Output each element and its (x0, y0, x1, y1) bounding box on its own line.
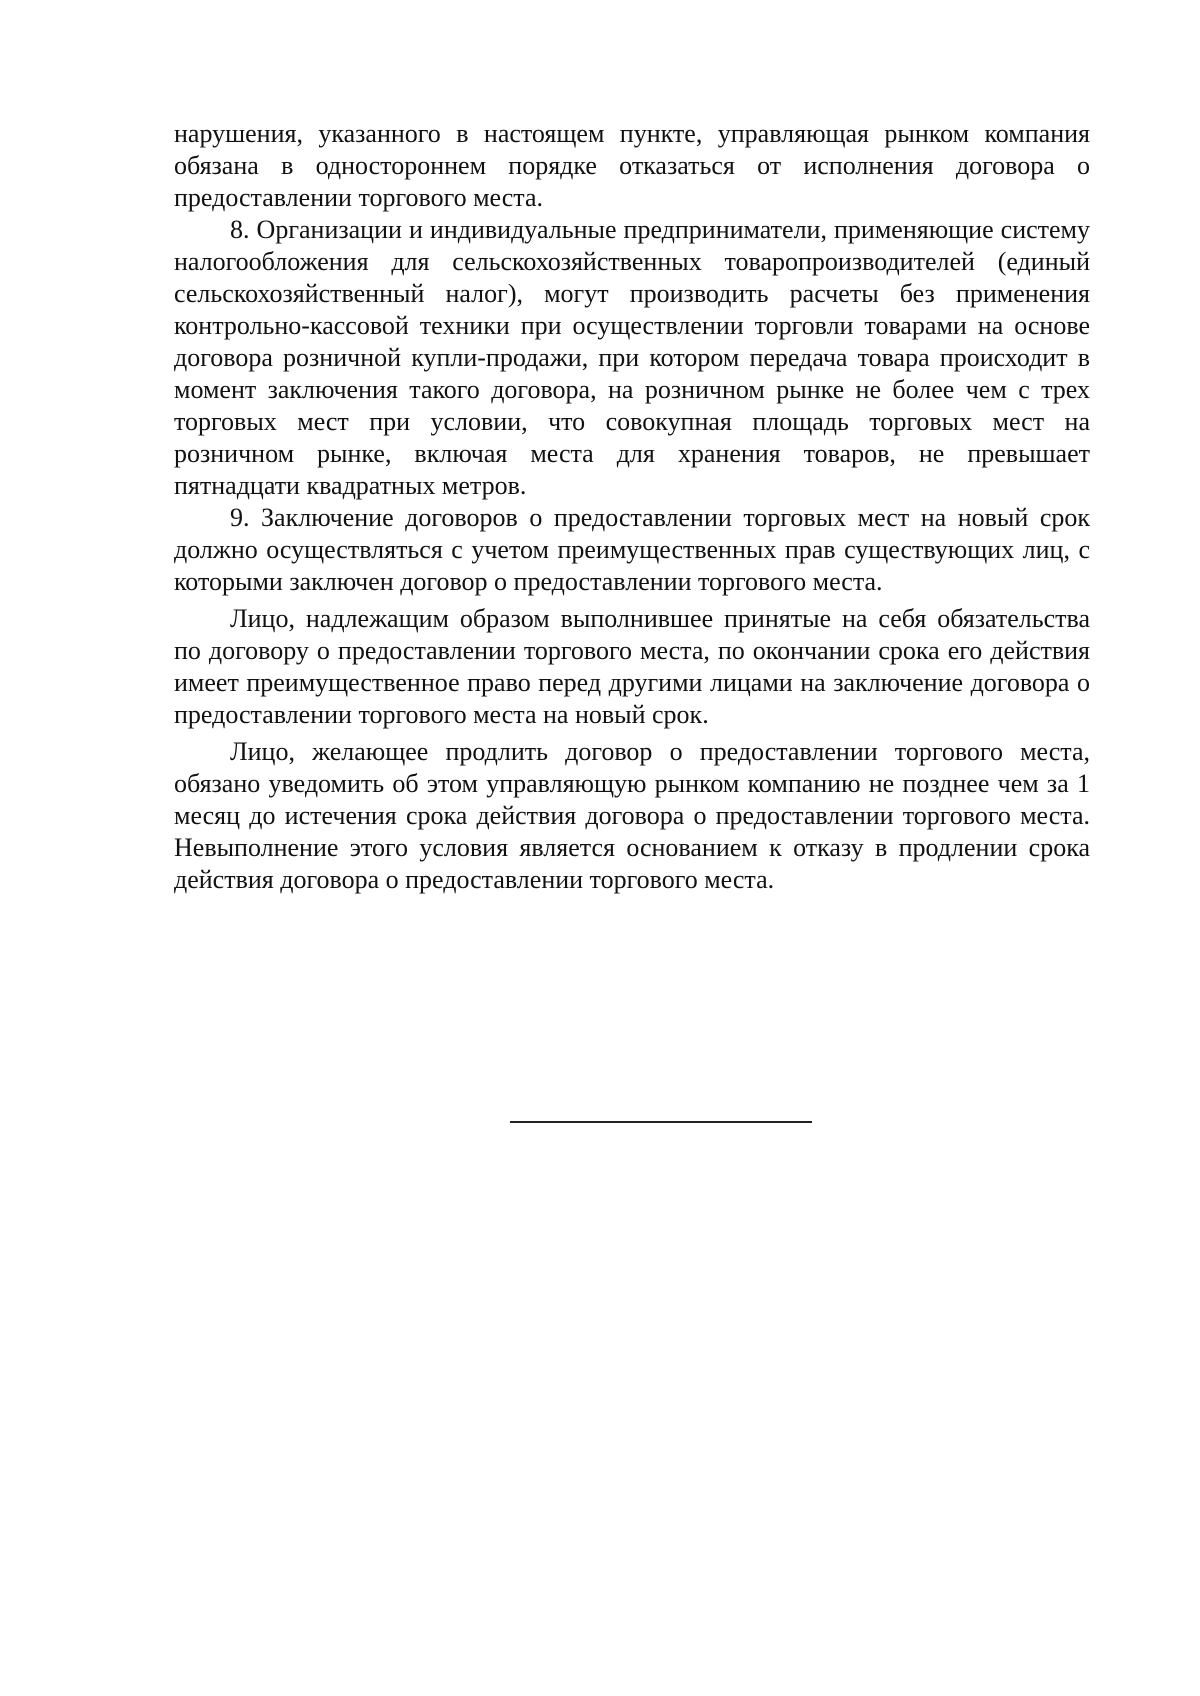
document-body (174, 118, 1090, 896)
end-of-document-line (510, 1121, 812, 1123)
paragraph-violation-continuation: нарушения, указанного в настоящем пункте, управляющая рынком компания обязана в одностороннем порядке отказаться от исполнения договора о предоставлении торгового места. (174, 119, 1090, 212)
paragraph-preemptive-right: Лицо, надлежащим образом выполнившее принятые на себя обязательства по договору о предоставлении торгового места, по окончании срока его действия имеет преимущественное право перед другими лицами на заключение договора о предоставлении торгового места на новый срок. (174, 604, 1090, 729)
paragraph-8-agricultural-producers: 8. Организации и индивидуальные предприниматели, применяющие систему налогообложения для сельскохозяйственных товаропроизводителей (единый сельскохозяйственный налог), могут производить расчеты без применения контрольно-кассовой техники при осуществлении торговли товарами на основе договора розничной купли-продажи, при котором передача товара происходит в момент заключения такого договора, на розничном рынке не более чем с трех торговых мест при условии, что совокупная площадь торговых мест на розничном рынке, включая места для хранения товаров, не превышает пятнадцати квадратных метров. (174, 215, 1090, 500)
paragraph-extension-notice: Лицо, желающее продлить договор о предоставлении торгового места, обязано уведомить об этом управляющую рынком компанию не позднее чем за 1 месяц до истечения срока действия договора о предоставлении торгового места. Невыполнение этого условия является основанием к отказу в продлении срока действия договора о предоставлении торгового места. (174, 737, 1090, 894)
paragraph-9-new-term-contracts: 9. Заключение договоров о предоставлении торговых мест на новый срок должно осуществляться с учетом преимущественных прав существующих лиц, с которыми заключен договор о предоставлении торгового места. (174, 503, 1090, 596)
